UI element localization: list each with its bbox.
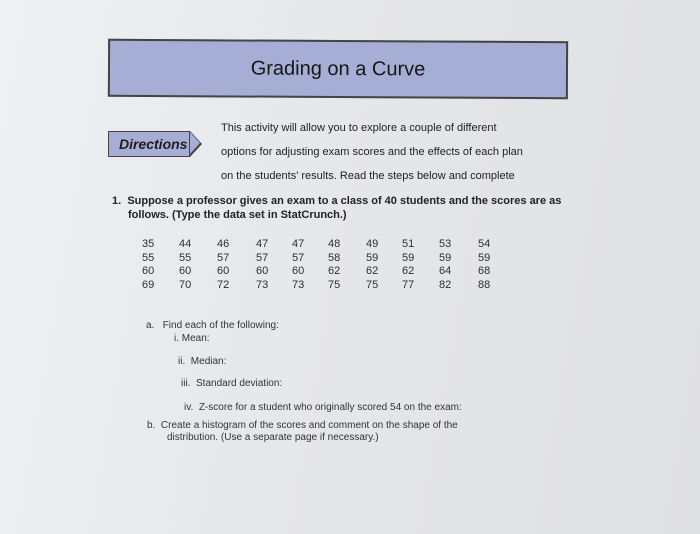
part-b-label: b. bbox=[147, 420, 156, 431]
score-value: 73 bbox=[256, 278, 269, 291]
directions-label bbox=[108, 131, 190, 157]
score-value: 44 bbox=[179, 238, 192, 250]
score-value: 75 bbox=[366, 278, 379, 291]
score-value: 68 bbox=[478, 265, 491, 277]
score-value: 62 bbox=[402, 265, 415, 277]
score-value: 55 bbox=[142, 251, 155, 264]
part-a bbox=[146, 320, 279, 331]
score-value: 59 bbox=[402, 251, 415, 264]
score-value: 64 bbox=[439, 265, 452, 277]
part-a-item-mean bbox=[174, 333, 210, 344]
part-b-line: Create a histogram of the scores and comment on the shape of the bbox=[160, 420, 458, 431]
directions-line: on the students' results. Read the steps below and complete bbox=[221, 170, 515, 182]
score-value: 59 bbox=[478, 251, 491, 264]
question-number: 1. bbox=[112, 195, 122, 207]
score-value: 69 bbox=[142, 278, 155, 291]
score-value: 77 bbox=[402, 278, 415, 291]
score-value: 73 bbox=[292, 278, 305, 291]
part-b bbox=[147, 420, 458, 444]
question-text-line: follows. (Type the data set in StatCrunch.) bbox=[128, 209, 347, 221]
directions-line: options for adjusting exam scores and the effects of each plan bbox=[221, 146, 523, 158]
title-banner bbox=[108, 39, 568, 99]
directions-label-text: Directions bbox=[119, 136, 188, 152]
part-a-item-zscore bbox=[184, 402, 462, 413]
score-value: 60 bbox=[142, 265, 155, 277]
score-value: 88 bbox=[478, 278, 491, 291]
item-text: Standard deviation: bbox=[196, 378, 283, 389]
score-value: 54 bbox=[478, 238, 491, 250]
question-text-line: Suppose a professor gives an exam to a class of 40 students and the scores are as bbox=[127, 195, 562, 207]
part-a-text: Find each of the following: bbox=[162, 320, 279, 331]
score-value: 59 bbox=[366, 251, 379, 264]
score-value: 62 bbox=[366, 265, 379, 277]
score-value: 46 bbox=[217, 238, 230, 250]
score-value: 49 bbox=[366, 238, 379, 250]
item-number: iii. bbox=[181, 378, 191, 389]
score-value: 82 bbox=[439, 278, 452, 291]
score-value: 57 bbox=[256, 251, 269, 264]
score-value: 75 bbox=[328, 278, 341, 291]
score-value: 35 bbox=[142, 238, 155, 250]
score-value: 72 bbox=[217, 278, 230, 291]
score-value: 70 bbox=[179, 278, 192, 291]
score-value: 48 bbox=[328, 238, 341, 250]
part-a-item-median bbox=[178, 356, 226, 367]
score-value: 55 bbox=[179, 251, 192, 264]
score-value: 57 bbox=[217, 251, 230, 264]
score-value: 59 bbox=[439, 251, 452, 264]
item-number: ii. bbox=[178, 356, 186, 367]
item-number: i. bbox=[174, 333, 179, 344]
page-title: Grading on a Curve bbox=[250, 57, 426, 80]
score-value: 60 bbox=[179, 265, 192, 277]
directions-text bbox=[221, 116, 523, 188]
score-value: 47 bbox=[256, 238, 269, 250]
item-text: Median: bbox=[190, 356, 227, 367]
question-1 bbox=[112, 194, 561, 222]
score-value: 60 bbox=[292, 265, 305, 277]
score-value: 47 bbox=[292, 238, 305, 250]
directions-line: This activity will allow you to explore a couple of different bbox=[221, 122, 497, 134]
item-text: Z-score for a student who originally scored 54 on the exam: bbox=[198, 402, 462, 413]
item-number: iv. bbox=[184, 402, 194, 413]
part-a-label: a. bbox=[146, 320, 155, 331]
score-value: 58 bbox=[328, 251, 341, 264]
score-value: 60 bbox=[217, 265, 230, 277]
score-value: 57 bbox=[292, 251, 305, 264]
part-b-line: distribution. (Use a separate page if necessary.) bbox=[167, 432, 379, 443]
score-value: 51 bbox=[402, 238, 415, 250]
item-text: Mean: bbox=[181, 333, 210, 344]
part-a-item-stdev bbox=[181, 378, 282, 389]
score-value: 62 bbox=[328, 265, 341, 277]
score-value: 53 bbox=[439, 238, 452, 250]
score-value: 60 bbox=[256, 265, 269, 277]
